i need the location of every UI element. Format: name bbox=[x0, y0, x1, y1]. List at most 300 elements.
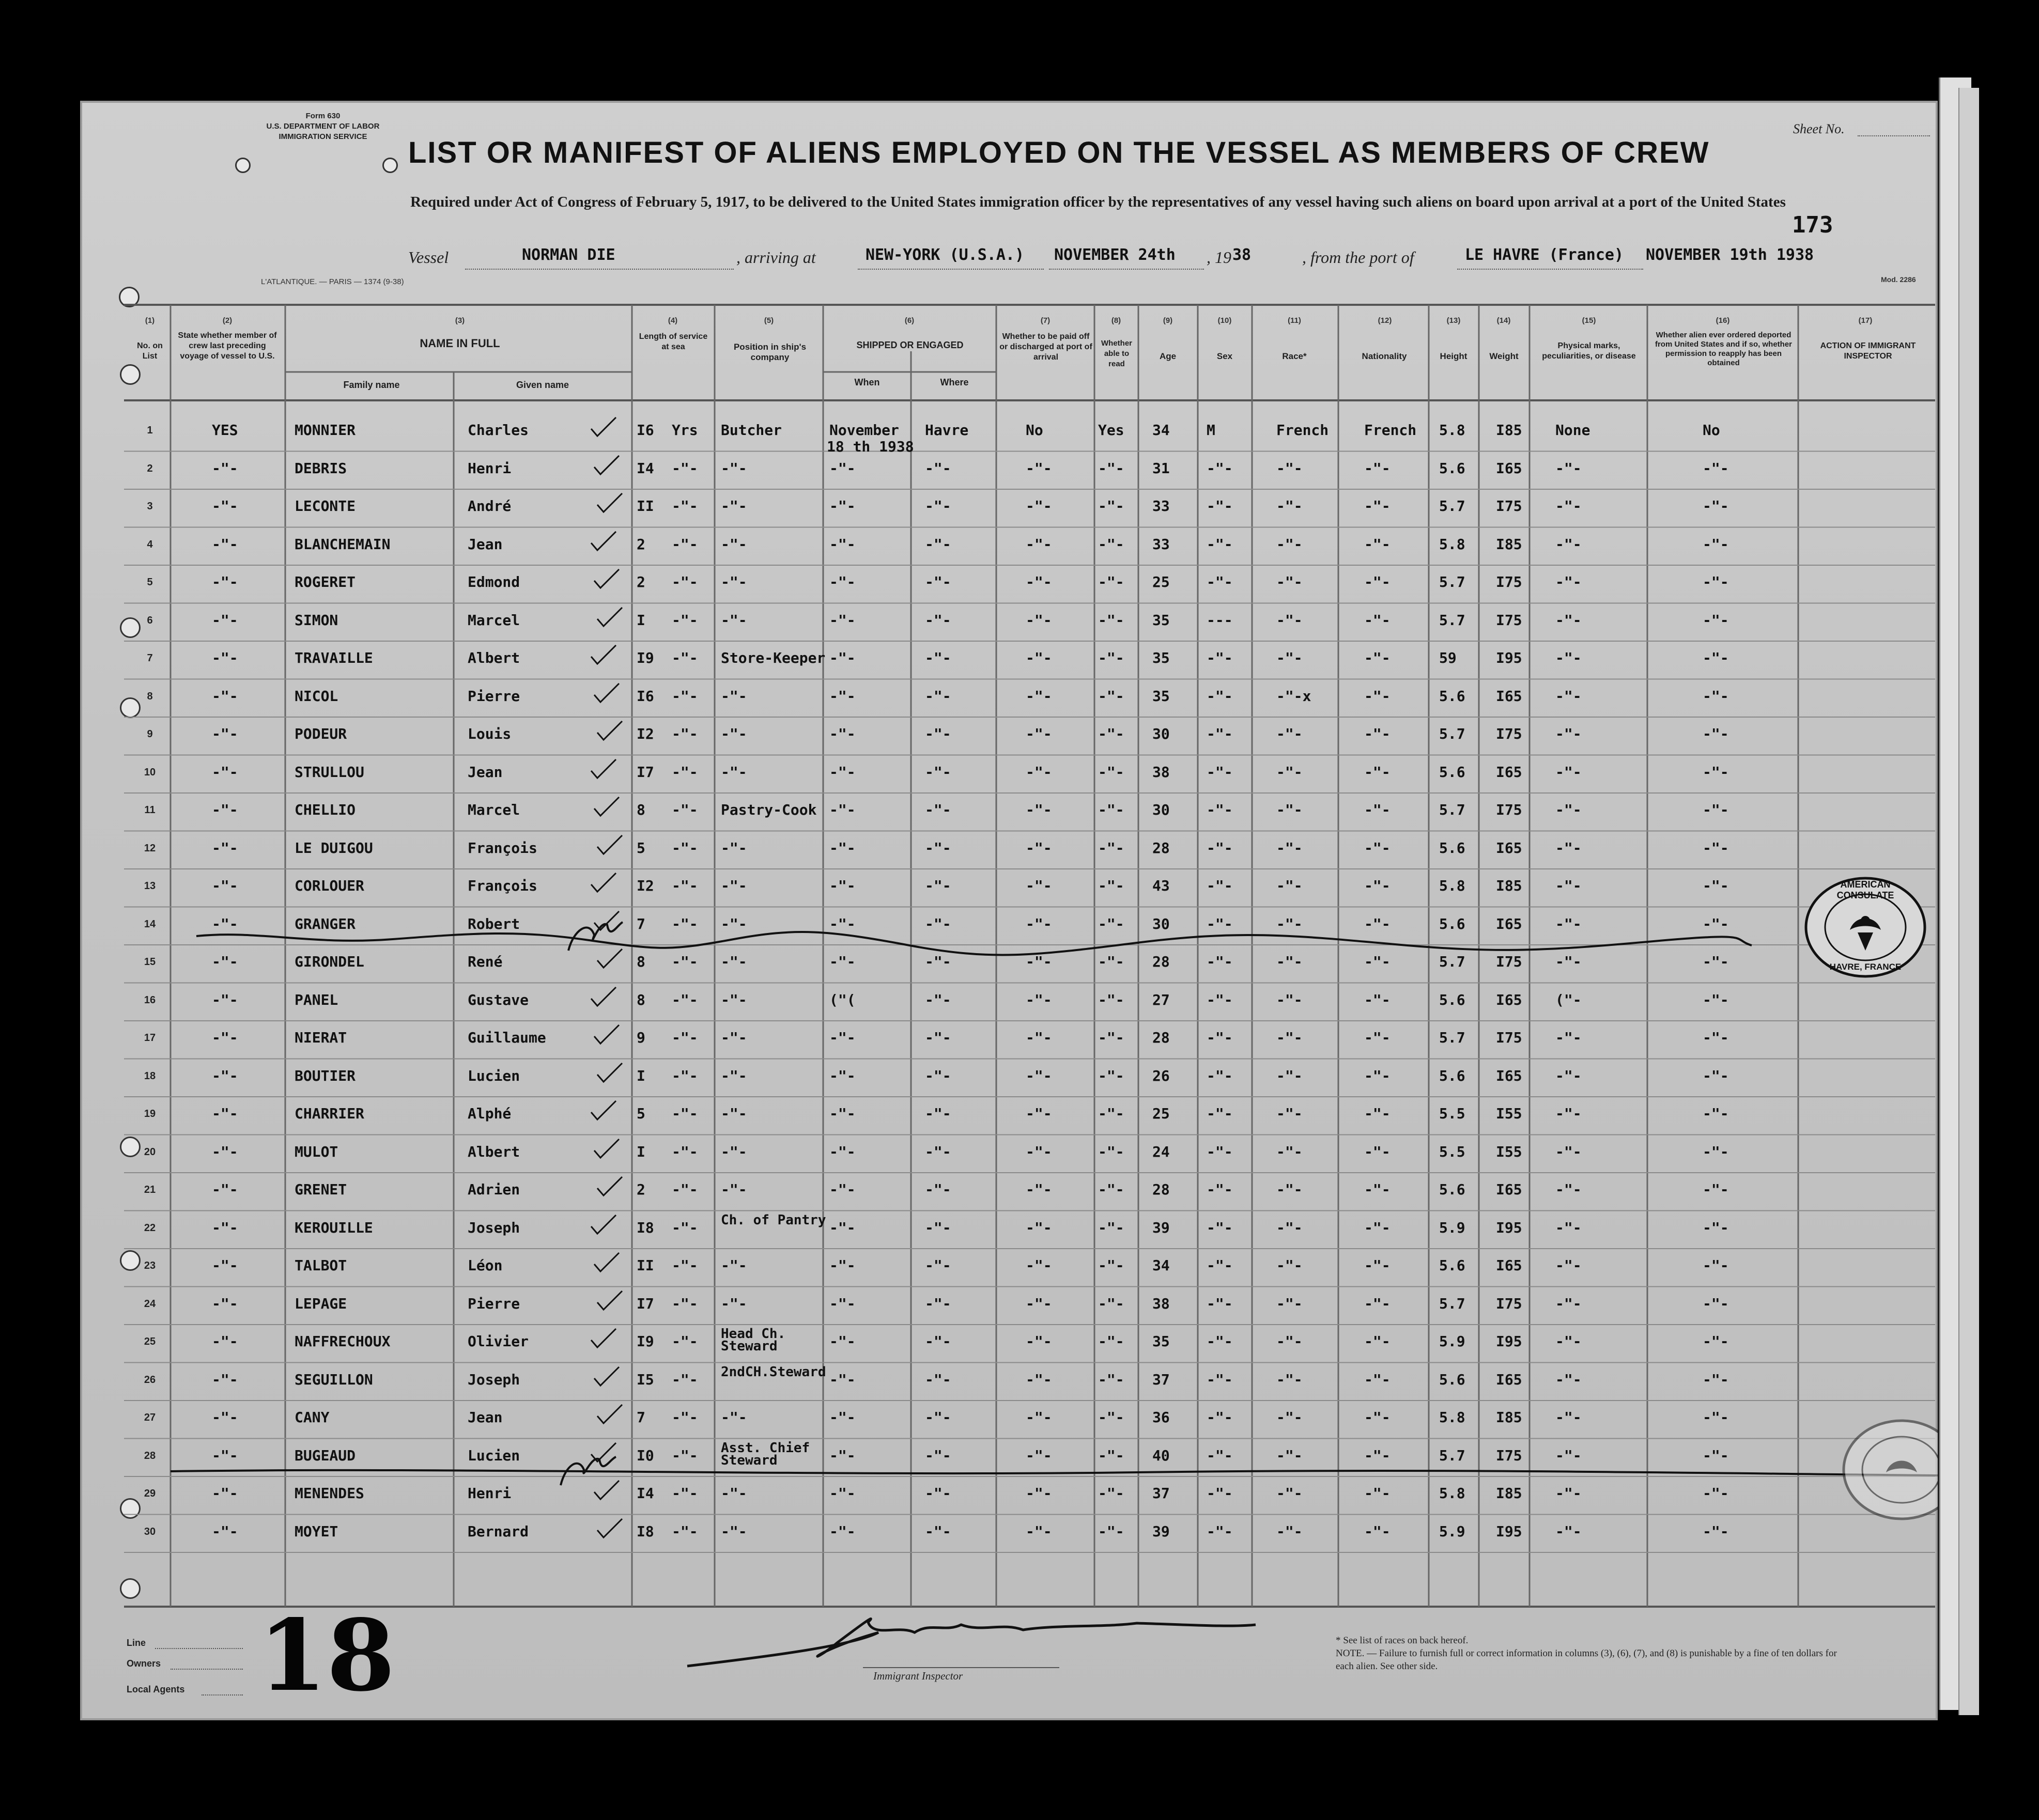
cell-physical-marks: -"- bbox=[1555, 649, 1582, 666]
col-14-number: (14) bbox=[1496, 316, 1511, 325]
cell-given-name: Edmond bbox=[468, 573, 520, 590]
cell-position: Pastry-Cook bbox=[721, 801, 817, 818]
cell-physical-marks: -"- bbox=[1555, 1295, 1582, 1312]
cell-paid-off: -"- bbox=[1026, 1181, 1052, 1198]
cell-family-name: MENENDES bbox=[295, 1485, 364, 1502]
col-3-header: NAME IN FULL bbox=[420, 337, 500, 350]
cell-height: 5.9 bbox=[1439, 1219, 1465, 1236]
line-number: 25 bbox=[144, 1336, 156, 1347]
cell-shipped-when: -"- bbox=[829, 1257, 856, 1274]
cell-given-name: Marcel bbox=[468, 801, 520, 818]
cell-age: 43 bbox=[1152, 877, 1170, 894]
cell-sex: -"- bbox=[1207, 1522, 1233, 1540]
cell-sex: M bbox=[1207, 422, 1215, 439]
line-number: 29 bbox=[144, 1488, 156, 1499]
cell-nationality: -"- bbox=[1364, 535, 1391, 553]
cell-physical-marks: -"- bbox=[1555, 573, 1582, 590]
cell-position: Head Ch. Steward bbox=[721, 1326, 786, 1354]
cell-position: -"- bbox=[721, 611, 747, 629]
cell-prev-voyage: -"- bbox=[212, 611, 238, 629]
cell-position: Asst. Chief Steward bbox=[721, 1440, 810, 1468]
cell-shipped-where: -"- bbox=[925, 1105, 951, 1122]
cell-position: -"- bbox=[721, 1105, 747, 1122]
cell-paid-off: -"- bbox=[1026, 649, 1052, 666]
cell-age: 28 bbox=[1152, 1181, 1170, 1198]
cell-service-unit: -"- bbox=[672, 1257, 698, 1274]
cell-age: 34 bbox=[1152, 1257, 1170, 1274]
cell-nationality: -"- bbox=[1364, 1371, 1391, 1388]
cell-sex: -"- bbox=[1207, 1409, 1233, 1426]
cell-nationality: -"- bbox=[1364, 763, 1391, 781]
cell-weight: I75 bbox=[1496, 611, 1522, 629]
cell-prev-voyage: -"- bbox=[212, 915, 238, 932]
cell-shipped-when: ("( bbox=[829, 991, 856, 1008]
cell-shipped-when: -"- bbox=[829, 877, 856, 894]
cell-position: Ch. of Pantry bbox=[721, 1212, 826, 1228]
cell-given-name: Joseph bbox=[468, 1219, 520, 1236]
cell-family-name: PANEL bbox=[295, 991, 338, 1008]
cell-nationality: -"- bbox=[1364, 1333, 1391, 1350]
cell-service-unit: -"- bbox=[672, 1219, 698, 1236]
cell-shipped-where: -"- bbox=[925, 573, 951, 590]
cell-paid-off: -"- bbox=[1026, 915, 1052, 932]
cell-family-name: SEGUILLON bbox=[295, 1371, 373, 1388]
cell-age: 36 bbox=[1152, 1409, 1170, 1426]
cell-deportation: -"- bbox=[1703, 991, 1729, 1008]
cell-family-name: SIMON bbox=[295, 611, 338, 629]
cell-nationality: -"- bbox=[1364, 1029, 1391, 1046]
cell-weight: I95 bbox=[1496, 1219, 1522, 1236]
cell-length-of-service: II bbox=[637, 1257, 654, 1274]
cell-nationality: -"- bbox=[1364, 459, 1391, 477]
cell-paid-off: -"- bbox=[1026, 1409, 1052, 1426]
cell-shipped-when: -"- bbox=[829, 459, 856, 477]
cell-weight: I65 bbox=[1496, 459, 1522, 477]
cell-shipped-where: -"- bbox=[925, 763, 951, 781]
cell-race: -"- bbox=[1276, 497, 1303, 515]
cell-prev-voyage: -"- bbox=[212, 839, 238, 857]
col-2-header: State whether member of crew last preceding voyage of vessel to U.S. bbox=[178, 331, 277, 361]
cell-position: -"- bbox=[721, 1295, 747, 1312]
cell-paid-off: -"- bbox=[1026, 459, 1052, 477]
cell-shipped-when: November bbox=[829, 422, 899, 439]
cell-deportation: -"- bbox=[1703, 1067, 1729, 1084]
col-12-header: Nationality bbox=[1362, 351, 1407, 361]
arriving-label: , arriving at bbox=[736, 248, 816, 267]
cell-physical-marks: -"- bbox=[1555, 725, 1582, 742]
cell-shipped-when: -"- bbox=[829, 1143, 856, 1160]
cell-weight: I85 bbox=[1496, 535, 1522, 553]
cell-family-name: BLANCHEMAIN bbox=[295, 535, 391, 553]
cell-nationality: -"- bbox=[1364, 687, 1391, 705]
cell-prev-voyage: -"- bbox=[212, 801, 238, 818]
cell-shipped-when: -"- bbox=[829, 839, 856, 857]
cell-given-name: Lucien bbox=[468, 1067, 520, 1084]
cell-age: 28 bbox=[1152, 1029, 1170, 1046]
cell-shipped-when: -"- bbox=[829, 687, 856, 705]
cell-given-name: Olivier bbox=[468, 1333, 529, 1350]
cell-position: -"- bbox=[721, 535, 747, 553]
cell-age: 35 bbox=[1152, 611, 1170, 629]
cell-prev-voyage: -"- bbox=[212, 991, 238, 1008]
cell-length-of-service: 8 bbox=[637, 953, 645, 970]
cell-physical-marks: -"- bbox=[1555, 953, 1582, 970]
cell-prev-voyage: -"- bbox=[212, 1295, 238, 1312]
cell-deportation: -"- bbox=[1703, 1219, 1729, 1236]
model-note: Mod. 2286 bbox=[1881, 275, 1916, 284]
cell-sex: -"- bbox=[1207, 1295, 1233, 1312]
cell-age: 30 bbox=[1152, 725, 1170, 742]
line-number: 1 bbox=[147, 425, 153, 436]
cell-age: 38 bbox=[1152, 763, 1170, 781]
cell-position: -"- bbox=[721, 1485, 747, 1502]
cell-sex: --- bbox=[1207, 611, 1233, 629]
cell-weight: I55 bbox=[1496, 1105, 1522, 1122]
cell-sex: -"- bbox=[1207, 1446, 1233, 1464]
cell-physical-marks: -"- bbox=[1555, 497, 1582, 515]
col-6a-header: When bbox=[854, 377, 880, 387]
cell-race: -"- bbox=[1276, 1371, 1303, 1388]
col-16-header: Whether alien ever ordered deported from United States and if so, whether permission to reapply has been obtained bbox=[1655, 331, 1793, 367]
cell-able-to-read: -"- bbox=[1098, 1522, 1124, 1540]
cell-physical-marks: -"- bbox=[1555, 1143, 1582, 1160]
cell-shipped-where: -"- bbox=[925, 1257, 951, 1274]
cell-sex: -"- bbox=[1207, 687, 1233, 705]
cell-position: Store-Keeper bbox=[721, 649, 826, 666]
cell-service-unit: -"- bbox=[672, 839, 698, 857]
cell-paid-off: -"- bbox=[1026, 953, 1052, 970]
inspector-signature bbox=[687, 1619, 1256, 1666]
col-17-header: ACTION OF IMMIGRANT INSPECTOR bbox=[1820, 341, 1916, 361]
cell-paid-off: -"- bbox=[1026, 725, 1052, 742]
cell-length-of-service: I6 bbox=[637, 687, 654, 705]
cell-weight: I75 bbox=[1496, 497, 1522, 515]
footer-owners-label: Owners bbox=[127, 1658, 161, 1669]
cell-age: 37 bbox=[1152, 1485, 1170, 1502]
initials-mark-14 bbox=[568, 922, 623, 951]
cell-able-to-read: Yes bbox=[1098, 422, 1124, 439]
cell-weight: I95 bbox=[1496, 1522, 1522, 1540]
cell-physical-marks: -"- bbox=[1555, 1522, 1582, 1540]
cell-given-name: Jean bbox=[468, 1409, 503, 1426]
cell-shipped-where: -"- bbox=[925, 877, 951, 894]
cell-family-name: LECONTE bbox=[295, 497, 356, 515]
cell-service-unit: -"- bbox=[672, 535, 698, 553]
arrival-port: NEW-YORK (U.S.A.) bbox=[866, 246, 1025, 264]
cell-race: -"- bbox=[1276, 725, 1303, 742]
consulate-stamp bbox=[1801, 873, 1930, 982]
cell-prev-voyage: -"- bbox=[212, 1409, 238, 1426]
cell-weight: I75 bbox=[1496, 1295, 1522, 1312]
col-12-number: (12) bbox=[1378, 316, 1392, 325]
footnote-races: * See list of races on back hereof. bbox=[1336, 1635, 1469, 1646]
cell-deportation: -"- bbox=[1703, 1333, 1729, 1350]
cell-length-of-service: 7 bbox=[637, 1409, 645, 1426]
cell-shipped-where: -"- bbox=[925, 801, 951, 818]
cell-family-name: MULOT bbox=[295, 1143, 338, 1160]
cell-service-unit: -"- bbox=[672, 1295, 698, 1312]
cell-position: -"- bbox=[721, 1257, 747, 1274]
cell-shipped-when: -"- bbox=[829, 1522, 856, 1540]
cell-paid-off: -"- bbox=[1026, 535, 1052, 553]
cell-position: -"- bbox=[721, 497, 747, 515]
cell-nationality: -"- bbox=[1364, 573, 1391, 590]
cell-paid-off: -"- bbox=[1026, 1333, 1052, 1350]
line-number: 18 bbox=[144, 1070, 156, 1082]
cell-race: -"- bbox=[1276, 1409, 1303, 1426]
cell-position: -"- bbox=[721, 991, 747, 1008]
cell-sex: -"- bbox=[1207, 915, 1233, 932]
cell-height: 5.7 bbox=[1439, 611, 1465, 629]
departure-port: LE HAVRE (France) bbox=[1465, 246, 1624, 264]
cell-length-of-service: I bbox=[637, 1067, 645, 1084]
cell-physical-marks: -"- bbox=[1555, 1371, 1582, 1388]
cell-able-to-read: -"- bbox=[1098, 839, 1124, 857]
cell-deportation: No bbox=[1703, 422, 1720, 439]
cell-paid-off: -"- bbox=[1026, 801, 1052, 818]
line-number: 4 bbox=[147, 538, 153, 550]
cell-family-name: CANY bbox=[295, 1409, 330, 1426]
line-number: 14 bbox=[144, 918, 156, 930]
cell-shipped-where: -"- bbox=[925, 953, 951, 970]
cell-family-name: TALBOT bbox=[295, 1257, 347, 1274]
cell-prev-voyage: -"- bbox=[212, 535, 238, 553]
col-4-number: (4) bbox=[668, 316, 678, 325]
cell-physical-marks: -"- bbox=[1555, 535, 1582, 553]
cell-family-name: DEBRIS bbox=[295, 459, 347, 477]
cell-age: 30 bbox=[1152, 915, 1170, 932]
cell-deportation: -"- bbox=[1703, 1446, 1729, 1464]
cell-shipped-when: -"- bbox=[829, 1409, 856, 1426]
cell-position: Butcher bbox=[721, 422, 782, 439]
cell-service-unit: -"- bbox=[672, 1143, 698, 1160]
cell-physical-marks: -"- bbox=[1555, 1257, 1582, 1274]
col-8-number: (8) bbox=[1111, 316, 1121, 325]
cell-sex: -"- bbox=[1207, 573, 1233, 590]
cell-race: -"- bbox=[1276, 953, 1303, 970]
cell-sex: -"- bbox=[1207, 1143, 1233, 1160]
line-number: 7 bbox=[147, 652, 153, 664]
line-number: 24 bbox=[144, 1298, 156, 1310]
cell-length-of-service: 2 bbox=[637, 535, 645, 553]
cell-paid-off: -"- bbox=[1026, 687, 1052, 705]
cell-prev-voyage: -"- bbox=[212, 1219, 238, 1236]
cell-age: 35 bbox=[1152, 687, 1170, 705]
cell-age: 39 bbox=[1152, 1219, 1170, 1236]
col-11-header: Race* bbox=[1282, 351, 1307, 361]
cell-race: -"- bbox=[1276, 1181, 1303, 1198]
cell-weight: I75 bbox=[1496, 953, 1522, 970]
cell-shipped-when: -"- bbox=[829, 1446, 856, 1464]
cell-deportation: -"- bbox=[1703, 953, 1729, 970]
cell-able-to-read: -"- bbox=[1098, 1257, 1124, 1274]
line-number: 8 bbox=[147, 690, 153, 702]
cell-position: -"- bbox=[721, 1143, 747, 1160]
handwritten-count: 18 bbox=[258, 1598, 395, 1713]
col-1-number: (1) bbox=[145, 316, 155, 325]
cell-prev-voyage: -"- bbox=[212, 687, 238, 705]
cell-position: -"- bbox=[721, 1181, 747, 1198]
line-number: 22 bbox=[144, 1222, 156, 1234]
cell-length-of-service: 2 bbox=[637, 573, 645, 590]
cell-age: 26 bbox=[1152, 1067, 1170, 1084]
consulate-stamp bbox=[1840, 1415, 1938, 1524]
cell-family-name: STRULLOU bbox=[295, 763, 364, 781]
cell-service-unit: -"- bbox=[672, 877, 698, 894]
strike-through-line-28 bbox=[171, 1470, 1938, 1475]
cell-position: -"- bbox=[721, 839, 747, 857]
cell-weight: I85 bbox=[1496, 422, 1522, 439]
cell-height: 5.6 bbox=[1439, 763, 1465, 781]
cell-able-to-read: -"- bbox=[1098, 1105, 1124, 1122]
col-13-header: Height bbox=[1440, 351, 1468, 361]
cell-height: 5.8 bbox=[1439, 1409, 1465, 1426]
cell-nationality: -"- bbox=[1364, 839, 1391, 857]
cell-prev-voyage: -"- bbox=[212, 763, 238, 781]
cell-shipped-where: -"- bbox=[925, 915, 951, 932]
cell-prev-voyage: -"- bbox=[212, 725, 238, 742]
cell-nationality: -"- bbox=[1364, 991, 1391, 1008]
cell-length-of-service: 7 bbox=[637, 915, 645, 932]
cell-length-of-service: I2 bbox=[637, 877, 654, 894]
cell-height: 5.7 bbox=[1439, 1029, 1465, 1046]
cell-shipped-when: -"- bbox=[829, 1295, 856, 1312]
year-prefix: , 19 bbox=[1207, 248, 1231, 267]
cell-race: -"- bbox=[1276, 1219, 1303, 1236]
cell-able-to-read: -"- bbox=[1098, 1219, 1124, 1236]
line-number: 26 bbox=[144, 1374, 156, 1386]
cell-given-name: Alphé bbox=[468, 1105, 512, 1122]
cell-race: -"- bbox=[1276, 1029, 1303, 1046]
cell-shipped-when: -"- bbox=[829, 725, 856, 742]
cell-paid-off: -"- bbox=[1026, 763, 1052, 781]
cell-deportation: -"- bbox=[1703, 763, 1729, 781]
cell-height: 5.5 bbox=[1439, 1105, 1465, 1122]
cell-paid-off: -"- bbox=[1026, 573, 1052, 590]
page-number: 173 bbox=[1792, 212, 1833, 238]
cell-family-name: NICOL bbox=[295, 687, 338, 705]
cell-height: 5.7 bbox=[1439, 953, 1465, 970]
cell-service-unit: -"- bbox=[672, 573, 698, 590]
cell-deportation: -"- bbox=[1703, 1029, 1729, 1046]
cell-deportation: -"- bbox=[1703, 1295, 1729, 1312]
cell-physical-marks: -"- bbox=[1555, 915, 1582, 932]
printer-note: L'ATLANTIQUE. — PARIS — 1374 (9-38) bbox=[261, 277, 404, 286]
cell-weight: I95 bbox=[1496, 1333, 1522, 1350]
cell-shipped-where: -"- bbox=[925, 1485, 951, 1502]
cell-race: -"- bbox=[1276, 1295, 1303, 1312]
cell-shipped-where: -"- bbox=[925, 1446, 951, 1464]
cell-weight: I85 bbox=[1496, 877, 1522, 894]
cell-able-to-read: -"- bbox=[1098, 1446, 1124, 1464]
cell-family-name: CHARRIER bbox=[295, 1105, 364, 1122]
cell-paid-off: -"- bbox=[1026, 1485, 1052, 1502]
cell-race: -"- bbox=[1276, 1105, 1303, 1122]
cell-position: -"- bbox=[721, 725, 747, 742]
cell-height: 5.9 bbox=[1439, 1522, 1465, 1540]
cell-weight: I75 bbox=[1496, 801, 1522, 818]
cell-able-to-read: -"- bbox=[1098, 1029, 1124, 1046]
cell-length-of-service: I7 bbox=[637, 1295, 654, 1312]
cell-able-to-read: -"- bbox=[1098, 1181, 1124, 1198]
cell-family-name: MONNIER bbox=[295, 422, 356, 439]
cell-nationality: -"- bbox=[1364, 801, 1391, 818]
cell-weight: I95 bbox=[1496, 649, 1522, 666]
cell-able-to-read: -"- bbox=[1098, 1333, 1124, 1350]
cell-paid-off: -"- bbox=[1026, 1105, 1052, 1122]
col-17-number: (17) bbox=[1858, 316, 1873, 325]
cell-height: 59 bbox=[1439, 649, 1457, 666]
col-5-header: Position in ship's company bbox=[733, 342, 807, 362]
cell-position: -"- bbox=[721, 953, 747, 970]
cell-deportation: -"- bbox=[1703, 1485, 1729, 1502]
cell-sex: -"- bbox=[1207, 1105, 1233, 1122]
cell-nationality: -"- bbox=[1364, 611, 1391, 629]
cell-race: -"- bbox=[1276, 535, 1303, 553]
cell-sex: -"- bbox=[1207, 1067, 1233, 1084]
cell-service-unit: -"- bbox=[672, 687, 698, 705]
line-number: 10 bbox=[144, 766, 156, 778]
col-6-header: SHIPPED OR ENGAGED bbox=[856, 340, 964, 350]
cell-height: 5.8 bbox=[1439, 877, 1465, 894]
cell-able-to-read: -"- bbox=[1098, 611, 1124, 629]
col-8-header: Whether able to read bbox=[1101, 339, 1132, 368]
cell-paid-off: -"- bbox=[1026, 1522, 1052, 1540]
footnote-penalty: NOTE. — Failure to furnish full or correct information in columns (3), (6), (7), and (8) is punishable by a fine of ten dollars for each alien. See other side. bbox=[1336, 1648, 1837, 1672]
cell-deportation: -"- bbox=[1703, 611, 1729, 629]
cell-height: 5.6 bbox=[1439, 991, 1465, 1008]
cell-given-name: Bernard bbox=[468, 1522, 529, 1540]
service-name: IMMIGRATION SERVICE bbox=[279, 132, 367, 141]
cell-given-name: Albert bbox=[468, 1143, 520, 1160]
cell-shipped-where: -"- bbox=[925, 725, 951, 742]
cell-position: -"- bbox=[721, 1409, 747, 1426]
cell-paid-off: -"- bbox=[1026, 1143, 1052, 1160]
cell-race: French bbox=[1276, 422, 1329, 439]
cell-family-name: NAFFRECHOUX bbox=[295, 1333, 391, 1350]
cell-prev-voyage: -"- bbox=[212, 1029, 238, 1046]
cell-sex: -"- bbox=[1207, 459, 1233, 477]
cell-deportation: -"- bbox=[1703, 459, 1729, 477]
cell-length-of-service: II bbox=[637, 497, 654, 515]
cell-given-name: René bbox=[468, 953, 503, 970]
cell-length-of-service: 5 bbox=[637, 839, 645, 857]
cell-prev-voyage: -"- bbox=[212, 1105, 238, 1122]
cell-service-unit: -"- bbox=[672, 991, 698, 1008]
cell-shipped-where: Havre bbox=[925, 422, 969, 439]
cell-family-name: LEPAGE bbox=[295, 1295, 347, 1312]
cell-age: 34 bbox=[1152, 422, 1170, 439]
col-10-number: (10) bbox=[1217, 316, 1232, 325]
col-10-header: Sex bbox=[1216, 351, 1233, 361]
footer-agents-label: Local Agents bbox=[127, 1684, 185, 1694]
line-blank bbox=[155, 1648, 243, 1649]
cell-shipped-where: -"- bbox=[925, 1409, 951, 1426]
cell-shipped-when: -"- bbox=[829, 611, 856, 629]
cell-deportation: -"- bbox=[1703, 497, 1729, 515]
cell-shipped-when: -"- bbox=[829, 573, 856, 590]
col-9-header: Age bbox=[1159, 351, 1177, 361]
cell-race: -"- bbox=[1276, 1257, 1303, 1274]
cell-length-of-service: I6 bbox=[637, 422, 654, 439]
cell-weight: I65 bbox=[1496, 1181, 1522, 1198]
cell-age: 28 bbox=[1152, 839, 1170, 857]
arrival-date: NOVEMBER 24th bbox=[1054, 246, 1176, 264]
cell-length-of-service: 8 bbox=[637, 991, 645, 1008]
cell-family-name: BUGEAUD bbox=[295, 1446, 356, 1464]
cell-position: -"- bbox=[721, 687, 747, 705]
cell-race: -"- bbox=[1276, 1067, 1303, 1084]
